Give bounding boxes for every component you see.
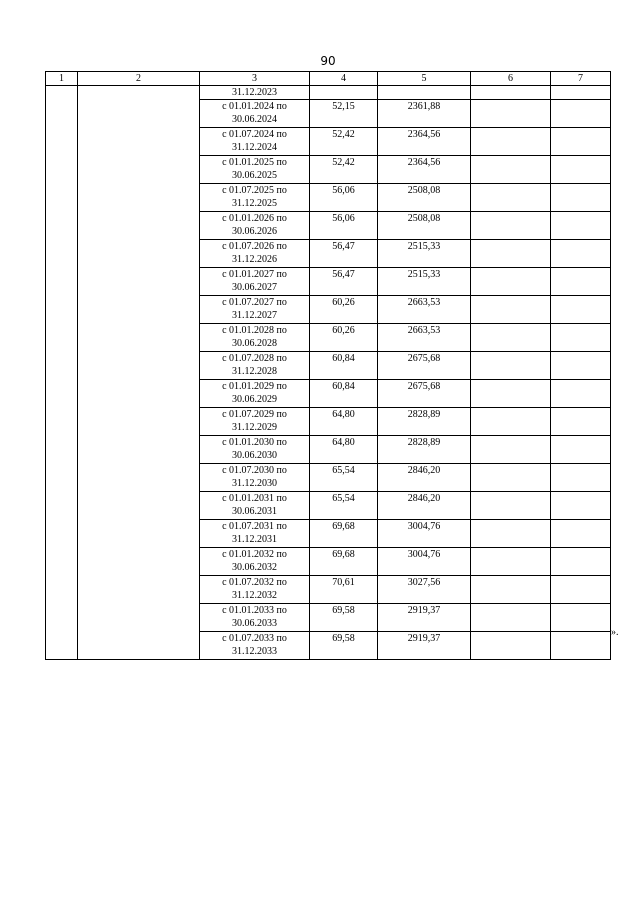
- value-cell-col7: [551, 240, 611, 268]
- period-start: с 01.07.2033 по: [222, 633, 287, 644]
- value-cell-col6: [471, 240, 551, 268]
- value-cell-col6: [471, 212, 551, 240]
- period-end: 30.06.2026: [232, 226, 277, 237]
- value-cell-col5: 2675,68: [378, 380, 471, 408]
- period-cell: [200, 100, 310, 128]
- period-cell: [200, 520, 310, 548]
- column-header-3: 3: [200, 72, 310, 86]
- value-cell-col7: [551, 604, 611, 632]
- value-cell-col7: [551, 268, 611, 296]
- value-cell-col4: 52,15: [310, 100, 378, 128]
- period-start: с 01.01.2033 по: [222, 605, 287, 616]
- period-end: 30.06.2024: [232, 114, 277, 125]
- value-cell-col5: 2508,08: [378, 212, 471, 240]
- period-start: с 01.01.2028 по: [222, 325, 287, 336]
- value-cell-col4: 69,68: [310, 520, 378, 548]
- period-end: 30.06.2025: [232, 170, 277, 181]
- period-end: 30.06.2028: [232, 338, 277, 349]
- value-cell-col5: 2919,37: [378, 604, 471, 632]
- value-cell-col4: 60,84: [310, 352, 378, 380]
- period-cell: [200, 548, 310, 576]
- period-cell: [200, 604, 310, 632]
- period-cell: 31.12.2023: [200, 86, 310, 100]
- value-cell-col6: [471, 576, 551, 604]
- value-cell-col5: 2828,89: [378, 436, 471, 464]
- value-cell-col5: 3027,56: [378, 576, 471, 604]
- period-cell: [200, 436, 310, 464]
- period-start: с 01.07.2032 по: [222, 577, 287, 588]
- value-cell-col6: [471, 520, 551, 548]
- period-cell: [200, 408, 310, 436]
- value-cell-col4: 56,47: [310, 268, 378, 296]
- period-start: с 01.07.2030 по: [222, 465, 287, 476]
- value-cell-col6: [471, 436, 551, 464]
- period-cell: [200, 352, 310, 380]
- value-cell-col5: [378, 86, 471, 100]
- period-start: с 01.01.2026 по: [222, 213, 287, 224]
- value-cell-col6: [471, 128, 551, 156]
- period-cell: [200, 576, 310, 604]
- column-header-2: 2: [78, 72, 200, 86]
- value-cell-col7: [551, 128, 611, 156]
- value-cell-col6: [471, 296, 551, 324]
- value-cell-col4: 52,42: [310, 156, 378, 184]
- value-cell-col4: 70,61: [310, 576, 378, 604]
- header-row: [46, 72, 611, 86]
- value-cell-col4: 65,54: [310, 492, 378, 520]
- period-start: с 01.07.2026 по: [222, 241, 287, 252]
- period-cell: [200, 156, 310, 184]
- tariff-table: [45, 71, 611, 660]
- value-cell-col7: [551, 184, 611, 212]
- value-cell-col7: [551, 296, 611, 324]
- value-cell-col5: 3004,76: [378, 520, 471, 548]
- period-start: с 01.07.2028 по: [222, 353, 287, 364]
- merged-cell-col1: [46, 86, 78, 660]
- period-end: 31.12.2031: [232, 534, 277, 545]
- value-cell-col7: [551, 324, 611, 352]
- value-cell-col7: [551, 464, 611, 492]
- period-end: 31.12.2025: [232, 198, 277, 209]
- period-start: с 01.01.2027 по: [222, 269, 287, 280]
- page-number: 90: [320, 54, 336, 68]
- period-cell: [200, 492, 310, 520]
- value-cell-col4: 64,80: [310, 436, 378, 464]
- period-start: с 01.07.2029 по: [222, 409, 287, 420]
- value-cell-col4: 52,42: [310, 128, 378, 156]
- value-cell-col6: [471, 100, 551, 128]
- value-cell-col7: [551, 352, 611, 380]
- value-cell-col7: [551, 380, 611, 408]
- period-start: с 01.01.2031 по: [222, 493, 287, 504]
- value-cell-col4: 69,68: [310, 548, 378, 576]
- period-cell: [200, 324, 310, 352]
- column-header-6: 6: [471, 72, 551, 86]
- value-cell-col6: [471, 548, 551, 576]
- value-cell-col5: 2515,33: [378, 240, 471, 268]
- value-cell-col5: 2828,89: [378, 408, 471, 436]
- period-cell: [200, 296, 310, 324]
- value-cell-col4: 69,58: [310, 632, 378, 660]
- period-end: 31.12.2029: [232, 422, 277, 433]
- value-cell-col4: 60,26: [310, 324, 378, 352]
- period-cell: [200, 212, 310, 240]
- period-start: с 01.07.2025 по: [222, 185, 287, 196]
- value-cell-col6: [471, 408, 551, 436]
- value-cell-col4: 60,26: [310, 296, 378, 324]
- value-cell-col5: 2663,53: [378, 324, 471, 352]
- period-end: 31.12.2026: [232, 254, 277, 265]
- value-cell-col7: [551, 212, 611, 240]
- value-cell-col6: [471, 86, 551, 100]
- value-cell-col7: [551, 520, 611, 548]
- value-cell-col4: [310, 86, 378, 100]
- value-cell-col5: 2364,56: [378, 156, 471, 184]
- period-end: 30.06.2029: [232, 394, 277, 405]
- period-start: с 01.01.2030 по: [222, 437, 287, 448]
- value-cell-col5: 2675,68: [378, 352, 471, 380]
- period-end: 30.06.2033: [232, 618, 277, 629]
- value-cell-col4: 56,06: [310, 212, 378, 240]
- column-header-7: 7: [551, 72, 611, 86]
- value-cell-col4: 64,80: [310, 408, 378, 436]
- period-start: с 01.01.2024 по: [222, 101, 287, 112]
- column-header-4: 4: [310, 72, 378, 86]
- column-header-1: 1: [46, 72, 78, 86]
- value-cell-col5: 2846,20: [378, 492, 471, 520]
- period-cell: [200, 380, 310, 408]
- value-cell-col4: 56,47: [310, 240, 378, 268]
- value-cell-col6: [471, 492, 551, 520]
- period-cell: [200, 464, 310, 492]
- value-cell-col6: [471, 632, 551, 660]
- period-end: 30.06.2032: [232, 562, 277, 573]
- period-end: 31.12.2033: [232, 646, 277, 657]
- period-end: 31.12.2024: [232, 142, 277, 153]
- period-start: с 01.07.2024 по: [222, 129, 287, 140]
- period-start: с 01.07.2031 по: [222, 521, 287, 532]
- value-cell-col6: [471, 156, 551, 184]
- value-cell-col5: 2515,33: [378, 268, 471, 296]
- period-start: с 01.01.2032 по: [222, 549, 287, 560]
- value-cell-col7: [551, 632, 611, 660]
- value-cell-col6: [471, 268, 551, 296]
- period-cell: [200, 240, 310, 268]
- value-cell-col5: 3004,76: [378, 548, 471, 576]
- period-end: 31.12.2027: [232, 310, 277, 321]
- value-cell-col6: [471, 604, 551, 632]
- period-end: 31.12.2030: [232, 478, 277, 489]
- closing-quote-mark: ».: [611, 627, 619, 638]
- period-end: 30.06.2027: [232, 282, 277, 293]
- period-end: 31.12.2028: [232, 366, 277, 377]
- value-cell-col5: 2846,20: [378, 464, 471, 492]
- value-cell-col5: 2364,56: [378, 128, 471, 156]
- table-row: [46, 86, 611, 100]
- value-cell-col7: [551, 576, 611, 604]
- period-cell: [200, 632, 310, 660]
- value-cell-col6: [471, 380, 551, 408]
- value-cell-col6: [471, 352, 551, 380]
- value-cell-col5: 2508,08: [378, 184, 471, 212]
- period-start: с 01.01.2025 по: [222, 157, 287, 168]
- period-cell: [200, 184, 310, 212]
- column-header-5: 5: [378, 72, 471, 86]
- merged-cell-col2: [78, 86, 200, 660]
- value-cell-col7: [551, 100, 611, 128]
- value-cell-col6: [471, 184, 551, 212]
- value-cell-col4: 56,06: [310, 184, 378, 212]
- period-end: 31.12.2032: [232, 590, 277, 601]
- value-cell-col5: 2919,37: [378, 632, 471, 660]
- value-cell-col7: [551, 492, 611, 520]
- period-end: 30.06.2031: [232, 506, 277, 517]
- value-cell-col7: [551, 436, 611, 464]
- value-cell-col7: [551, 408, 611, 436]
- value-cell-col5: 2663,53: [378, 296, 471, 324]
- value-cell-col6: [471, 324, 551, 352]
- period-cell: [200, 128, 310, 156]
- period-start: с 01.01.2029 по: [222, 381, 287, 392]
- period-end: 30.06.2030: [232, 450, 277, 461]
- period-start: с 01.07.2027 по: [222, 297, 287, 308]
- value-cell-col4: 69,58: [310, 604, 378, 632]
- value-cell-col5: 2361,88: [378, 100, 471, 128]
- period-cell: [200, 268, 310, 296]
- value-cell-col4: 65,54: [310, 464, 378, 492]
- value-cell-col6: [471, 464, 551, 492]
- value-cell-col7: [551, 86, 611, 100]
- value-cell-col7: [551, 548, 611, 576]
- value-cell-col4: 60,84: [310, 380, 378, 408]
- value-cell-col7: [551, 156, 611, 184]
